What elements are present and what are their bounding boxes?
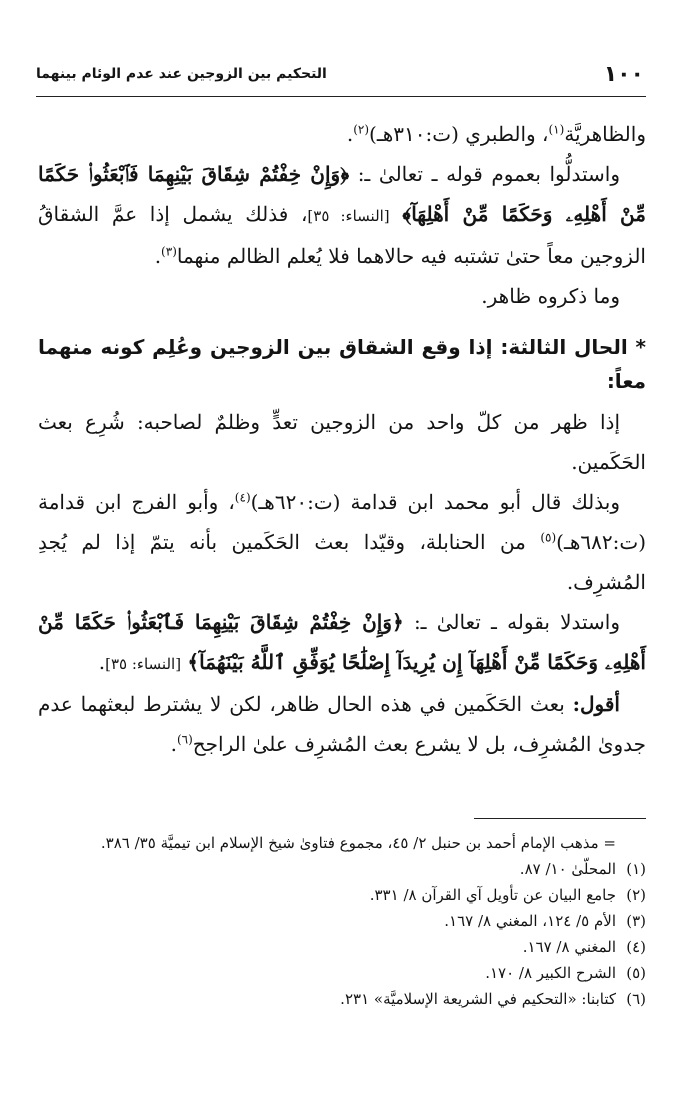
footnote-item xyxy=(38,908,646,934)
footnote-mark: (١) xyxy=(626,860,646,878)
footnote-ref-3[interactable]: (٣) xyxy=(161,244,177,259)
text-span: . xyxy=(98,650,106,674)
footnote-item xyxy=(38,882,646,908)
footnote-text: الشرح الكبير ٨/ ١٧٠. xyxy=(485,964,616,982)
footnote-item xyxy=(38,934,646,960)
footnote-ref-5[interactable]: (٥) xyxy=(540,530,557,545)
footnote-text: الأم ٥/ ١٢٤، المغني ٨/ ١٦٧. xyxy=(444,912,616,930)
text-span: . xyxy=(346,122,354,146)
text-span: واستدلُّوا بعموم قوله ـ تعالىٰ ـ: xyxy=(357,162,620,186)
footnote-item xyxy=(38,986,646,1012)
text-span: من الحنابلة، وقيّدا بعث الحَكَمين بأنه يتمّ إذا لم يُجدِ المُشرِف. xyxy=(38,530,646,594)
verse-reference: [النساء: ٣٥] xyxy=(105,655,182,673)
footnote-ref-2[interactable]: (٢) xyxy=(353,122,370,137)
paragraph-3: وما ذكروه ظاهر. xyxy=(481,284,620,308)
footnotes xyxy=(38,830,646,1012)
paragraph-1 xyxy=(38,114,646,154)
section-heading: * الحال الثالثة: إذا وقع الشقاق بين الزوجين وعُلِم كونه منهما معاً: xyxy=(38,335,646,393)
text-span: والظاهريَّة xyxy=(564,122,646,146)
text-span: ، فذلك يشمل إذا عمَّ الشقاقُ الزوجين معاً حتىٰ تشتبه فيه حالاهما فلا يُعلم الظالم منهما xyxy=(38,202,646,268)
footnote-text: المحلّىٰ ١٠/ ٨٧. xyxy=(519,860,616,878)
footnote-separator xyxy=(474,818,646,819)
footnote-mark: (٢) xyxy=(626,886,646,904)
paragraph-7 xyxy=(38,684,646,764)
footnote-text: المغني ٨/ ١٦٧. xyxy=(522,938,616,956)
footnote-mark: (٤) xyxy=(626,938,646,956)
footnote-ref-1[interactable]: (١) xyxy=(548,122,565,137)
paragraph-6 xyxy=(38,602,646,684)
footnote-ref-4[interactable]: (٤) xyxy=(234,490,251,505)
text-span: . xyxy=(154,244,162,268)
running-title: التحكيم بين الزوجين عند عدم الوئام بينهما xyxy=(36,66,327,82)
text-span: ، والطبري (ت:٣١٠هـ) xyxy=(369,122,549,146)
footnote-text: جامع البيان عن تأويل آي القرآن ٨/ ٣٣١. xyxy=(369,886,616,904)
text-span: . xyxy=(170,732,177,756)
text-span: وبذلك قال أبو محمد ابن قدامة (ت:٦٢٠هـ) xyxy=(250,490,620,514)
paragraph-5 xyxy=(38,482,646,602)
footnote-text: كتابنا: «التحكيم في الشريعة الإسلاميَّة» ٢٣١. xyxy=(340,990,616,1008)
footnote-item xyxy=(38,960,646,986)
text-span: واستدلا بقوله ـ تعالىٰ ـ: xyxy=(413,610,621,634)
footnote-continuation: = مذهب الإمام أحمد بن حنبل ٢/ ٤٥، مجموع فتاوىٰ شيخ الإسلام ابن تيميَّة ٣٥/ ٣٨٦. xyxy=(100,834,616,852)
quran-verse: ﴿وَإِنْ خِفْتُمْ شِقَاقَ بَيْنِهِمَا فَٱبْعَثُوا۟ حَكَمًا مِّنْ أَهْلِهِۦ وَحَكَمًا مِّنْ أَهْلِهَآ﴾ xyxy=(38,162,646,226)
text-span: بعث الحَكَمين في هذه الحال ظاهر، لكن لا يشترط لبعثهما عدم جدوىٰ المُشرِف، بل لا يشرع بعث المُشرِف علىٰ الراجح xyxy=(38,692,646,756)
footnote-ref-6[interactable]: (٦) xyxy=(176,732,193,747)
main-text xyxy=(38,114,646,764)
quran-verse: ﴿وَإِنْ خِفْتُمْ شِقَاقَ بَيْنِهِمَا فَٱبْعَثُوا۟ حَكَمًا مِّنْ أَهْلِهِۦ وَحَكَمًا مِّنْ أَهْلِهَآ إِن يُرِيدَآ إِصْلَٰحًا يُوَفِّقِ ٱللَّهُ بَيْنَهُمَآ﴾ xyxy=(38,610,646,674)
text-span: ، وأبو الفرج ابن قدامة (ت:٦٨٢هـ) xyxy=(38,490,646,554)
page-number: ١٠٠ xyxy=(603,62,644,87)
paragraph-4: إذا ظهر من كلّ واحد من الزوجين تعدٍّ وظلمٌ لصاحبه: شُرِع بعث الحَكَمين. xyxy=(38,410,646,474)
paragraph-2 xyxy=(38,154,646,276)
paragraph-label: أقول: xyxy=(572,692,620,716)
footnote-item xyxy=(38,856,646,882)
page-header xyxy=(36,62,646,97)
footnote-mark: (٥) xyxy=(626,964,646,982)
footnote-mark: (٣) xyxy=(626,912,646,930)
verse-reference: [النساء: ٣٥] xyxy=(307,207,390,225)
footnote-mark: (٦) xyxy=(626,990,646,1008)
